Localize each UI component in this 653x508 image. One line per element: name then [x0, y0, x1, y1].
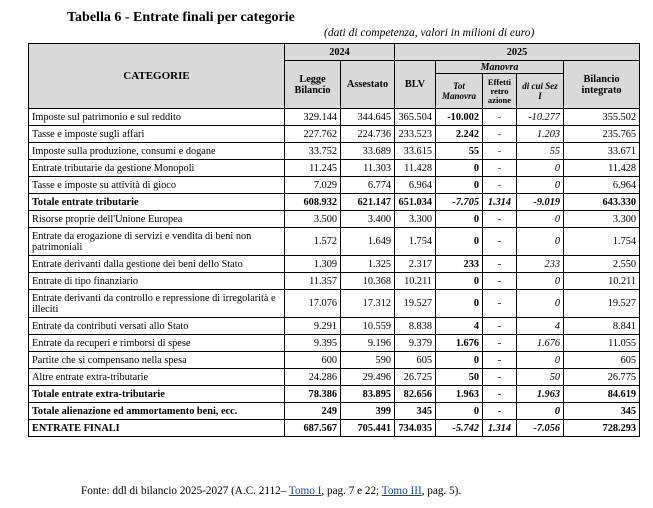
cell-tot-manovra: -10.002	[436, 109, 483, 126]
table-row	[29, 256, 640, 273]
row-label: Partite che si compensano nella spesa	[29, 352, 285, 369]
cell-bilancio-integrato: 11.428	[564, 160, 640, 177]
cell-bilancio-integrato: 235.765	[564, 126, 640, 143]
cell-bilancio-integrato: 1.754	[564, 228, 640, 256]
cell-assestato: 17.312	[341, 290, 395, 318]
cell-bilancio-integrato: 84.619	[564, 386, 640, 403]
cell-blv: 3.300	[395, 211, 436, 228]
source-note	[81, 485, 461, 497]
cell-assestato: 33.689	[341, 143, 395, 160]
row-label: Totale entrate tributarie	[29, 194, 285, 211]
cell-di-cui-sez-i: 1.963	[517, 386, 564, 403]
cell-tot-manovra: 1.676	[436, 335, 483, 352]
cell-bilancio-integrato: 19.527	[564, 290, 640, 318]
cell-di-cui-sez-i: 4	[517, 318, 564, 335]
row-label: Entrate da contributi versati allo Stato	[29, 318, 285, 335]
table-row	[29, 109, 640, 126]
cell-assestato: 10.559	[341, 318, 395, 335]
cell-legge-bilancio: 1.572	[285, 228, 341, 256]
cell-effetti-retroazione: -	[483, 369, 517, 386]
cell-blv: 82.656	[395, 386, 436, 403]
cell-legge-bilancio: 9.395	[285, 335, 341, 352]
cell-effetti-retroazione: -	[483, 256, 517, 273]
row-label: Tasse e imposte sugli affari	[29, 126, 285, 143]
cell-assestato: 83.895	[341, 386, 395, 403]
row-label: Totale alienazione ed ammortamento beni, ecc.	[29, 403, 285, 420]
cell-assestato: 3.400	[341, 211, 395, 228]
cell-legge-bilancio: 1.309	[285, 256, 341, 273]
cell-tot-manovra: -5.742	[436, 420, 483, 437]
cell-assestato: 29.496	[341, 369, 395, 386]
cell-effetti-retroazione: -	[483, 160, 517, 177]
cell-legge-bilancio: 329.144	[285, 109, 341, 126]
row-label: ENTRATE FINALI	[29, 420, 285, 437]
cell-blv: 605	[395, 352, 436, 369]
header-bilancio-integrato: Bilancio integrato	[564, 61, 640, 109]
cell-tot-manovra: 0	[436, 177, 483, 194]
table-row	[29, 228, 640, 256]
row-label: Entrate di tipo finanziario	[29, 273, 285, 290]
cell-effetti-retroazione: -	[483, 386, 517, 403]
cell-di-cui-sez-i: -10.277	[517, 109, 564, 126]
cell-di-cui-sez-i: 50	[517, 369, 564, 386]
cell-di-cui-sez-i: 0	[517, 273, 564, 290]
cell-effetti-retroazione: -	[483, 143, 517, 160]
header-manovra: Manovra	[436, 61, 564, 74]
cell-bilancio-integrato: 10.211	[564, 273, 640, 290]
cell-effetti-retroazione: -	[483, 273, 517, 290]
cell-tot-manovra: 0	[436, 160, 483, 177]
cell-blv: 365.504	[395, 109, 436, 126]
cell-tot-manovra: 50	[436, 369, 483, 386]
source-suffix: , pag. 5).	[421, 485, 462, 497]
cell-effetti-retroazione: -	[483, 211, 517, 228]
cell-tot-manovra: 2.242	[436, 126, 483, 143]
cell-tot-manovra: 4	[436, 318, 483, 335]
table-row	[29, 290, 640, 318]
cell-legge-bilancio: 24.286	[285, 369, 341, 386]
cell-assestato: 621.147	[341, 194, 395, 211]
row-label: Entrate da recuperi e rimborsi di spese	[29, 335, 285, 352]
cell-di-cui-sez-i: -7.056	[517, 420, 564, 437]
cell-tot-manovra: 0	[436, 273, 483, 290]
cell-bilancio-integrato: 6.964	[564, 177, 640, 194]
cell-assestato: 590	[341, 352, 395, 369]
cell-blv: 2.317	[395, 256, 436, 273]
cell-assestato: 11.303	[341, 160, 395, 177]
table-row-grand-total	[29, 420, 640, 437]
cell-assestato: 1.325	[341, 256, 395, 273]
row-label: Entrate derivanti da controllo e repressione di irregolarità e illeciti	[29, 290, 285, 318]
cell-effetti-retroazione: -	[483, 177, 517, 194]
cell-tot-manovra: 233	[436, 256, 483, 273]
cell-blv: 10.211	[395, 273, 436, 290]
cell-di-cui-sez-i: 0	[517, 160, 564, 177]
table-row-total	[29, 194, 640, 211]
cell-bilancio-integrato: 33.671	[564, 143, 640, 160]
header-assestato: Assestato	[341, 61, 395, 109]
cell-legge-bilancio: 227.762	[285, 126, 341, 143]
cell-bilancio-integrato: 8.841	[564, 318, 640, 335]
table-row	[29, 143, 640, 160]
cell-legge-bilancio: 608.932	[285, 194, 341, 211]
row-label: Imposte sul patrimonio e sul reddito	[29, 109, 285, 126]
cell-bilancio-integrato: 3.300	[564, 211, 640, 228]
cell-tot-manovra: 0	[436, 403, 483, 420]
cell-effetti-retroazione: -	[483, 228, 517, 256]
cell-di-cui-sez-i: 0	[517, 290, 564, 318]
cell-assestato: 1.649	[341, 228, 395, 256]
cell-effetti-retroazione: -	[483, 403, 517, 420]
cell-di-cui-sez-i: -9.019	[517, 194, 564, 211]
cell-legge-bilancio: 11.245	[285, 160, 341, 177]
cell-blv: 9.379	[395, 335, 436, 352]
table-row	[29, 352, 640, 369]
cell-effetti-retroazione: -	[483, 352, 517, 369]
cell-tot-manovra: 0	[436, 352, 483, 369]
row-label: Risorse proprie dell'Unione Europea	[29, 211, 285, 228]
cell-assestato: 344.645	[341, 109, 395, 126]
cell-legge-bilancio: 7.029	[285, 177, 341, 194]
cell-legge-bilancio: 17.076	[285, 290, 341, 318]
table-row	[29, 177, 640, 194]
cell-blv: 233.523	[395, 126, 436, 143]
row-label: Altre entrate extra-tributarie	[29, 369, 285, 386]
cell-tot-manovra: 1.963	[436, 386, 483, 403]
cell-legge-bilancio: 33.752	[285, 143, 341, 160]
table-row	[29, 126, 640, 143]
cell-blv: 11.428	[395, 160, 436, 177]
cell-effetti-retroazione: -	[483, 109, 517, 126]
link-tomo-i[interactable]: Tomo I	[288, 485, 322, 497]
cell-tot-manovra: -7.705	[436, 194, 483, 211]
cell-blv: 651.034	[395, 194, 436, 211]
cell-legge-bilancio: 3.500	[285, 211, 341, 228]
header-year-2024: 2024	[285, 44, 395, 61]
cell-effetti-retroazione: -	[483, 126, 517, 143]
cell-bilancio-integrato: 345	[564, 403, 640, 420]
cell-legge-bilancio: 78.386	[285, 386, 341, 403]
row-label: Tasse e imposte su attività di gioco	[29, 177, 285, 194]
table-row	[29, 211, 640, 228]
table-row-total	[29, 403, 640, 420]
header-di-cui-sez-i: di cui Sez I	[517, 74, 564, 109]
cell-assestato: 10.368	[341, 273, 395, 290]
cell-blv: 19.527	[395, 290, 436, 318]
cell-bilancio-integrato: 2.550	[564, 256, 640, 273]
table-row	[29, 160, 640, 177]
table-row-total	[29, 386, 640, 403]
source-middle: , pag. 7 e 22;	[321, 485, 382, 497]
cell-bilancio-integrato: 11.055	[564, 335, 640, 352]
header-categorie: CATEGORIE	[29, 44, 285, 109]
row-label: Entrate da erogazione di servizi e vendita di beni non patrimoniali	[29, 228, 285, 256]
row-label: Imposte sulla produzione, consumi e dogane	[29, 143, 285, 160]
cell-di-cui-sez-i: 55	[517, 143, 564, 160]
cell-blv: 26.725	[395, 369, 436, 386]
cell-effetti-retroazione: 1.314	[483, 420, 517, 437]
cell-assestato: 9.196	[341, 335, 395, 352]
table-title: Tabella 6 - Entrate finali per categorie	[67, 10, 295, 25]
header-blv: BLV	[395, 61, 436, 109]
header-year-2025: 2025	[395, 44, 640, 61]
link-tomo-iii[interactable]: Tomo III	[381, 485, 422, 497]
cell-blv: 734.035	[395, 420, 436, 437]
cell-assestato: 705.441	[341, 420, 395, 437]
cell-tot-manovra: 0	[436, 228, 483, 256]
cell-assestato: 6.774	[341, 177, 395, 194]
cell-bilancio-integrato: 355.502	[564, 109, 640, 126]
cell-di-cui-sez-i: 0	[517, 211, 564, 228]
cell-effetti-retroazione: -	[483, 318, 517, 335]
cell-blv: 6.964	[395, 177, 436, 194]
cell-assestato: 224.736	[341, 126, 395, 143]
cell-bilancio-integrato: 26.775	[564, 369, 640, 386]
cell-di-cui-sez-i: 233	[517, 256, 564, 273]
cell-bilancio-integrato: 605	[564, 352, 640, 369]
cell-blv: 8.838	[395, 318, 436, 335]
table-row	[29, 318, 640, 335]
cell-di-cui-sez-i: 1.676	[517, 335, 564, 352]
cell-tot-manovra: 0	[436, 211, 483, 228]
cell-effetti-retroazione: -	[483, 290, 517, 318]
cell-tot-manovra: 0	[436, 290, 483, 318]
header-tot-manovra: Tot Manovra	[436, 74, 483, 109]
cell-di-cui-sez-i: 0	[517, 352, 564, 369]
cell-di-cui-sez-i: 1.203	[517, 126, 564, 143]
row-label: Entrate tributarie da gestione Monopoli	[29, 160, 285, 177]
cell-bilancio-integrato: 643.330	[564, 194, 640, 211]
cell-legge-bilancio: 600	[285, 352, 341, 369]
cell-effetti-retroazione: 1.314	[483, 194, 517, 211]
source-prefix: Fonte: ddl di bilancio 2025-2027 (A.C. 2112–	[81, 485, 289, 497]
cell-legge-bilancio: 249	[285, 403, 341, 420]
cell-di-cui-sez-i: 0	[517, 228, 564, 256]
cell-effetti-retroazione: -	[483, 335, 517, 352]
cell-assestato: 399	[341, 403, 395, 420]
revenue-table	[28, 43, 640, 437]
table-row	[29, 369, 640, 386]
cell-legge-bilancio: 11.357	[285, 273, 341, 290]
cell-di-cui-sez-i: 0	[517, 177, 564, 194]
header-effetti-retroazione: Effetti retro azione	[483, 74, 517, 109]
cell-blv: 345	[395, 403, 436, 420]
cell-blv: 1.754	[395, 228, 436, 256]
cell-di-cui-sez-i: 0	[517, 403, 564, 420]
cell-tot-manovra: 55	[436, 143, 483, 160]
cell-blv: 33.615	[395, 143, 436, 160]
header-legge-bilancio: Legge Bilancio	[285, 61, 341, 109]
table-row	[29, 273, 640, 290]
row-label: Entrate derivanti dalla gestione dei beni dello Stato	[29, 256, 285, 273]
cell-bilancio-integrato: 728.293	[564, 420, 640, 437]
row-label: Totale entrate extra-tributarie	[29, 386, 285, 403]
table-subtitle: (dati di competenza, valori in milioni di euro)	[324, 27, 535, 39]
table-row	[29, 335, 640, 352]
cell-legge-bilancio: 9.291	[285, 318, 341, 335]
cell-legge-bilancio: 687.567	[285, 420, 341, 437]
